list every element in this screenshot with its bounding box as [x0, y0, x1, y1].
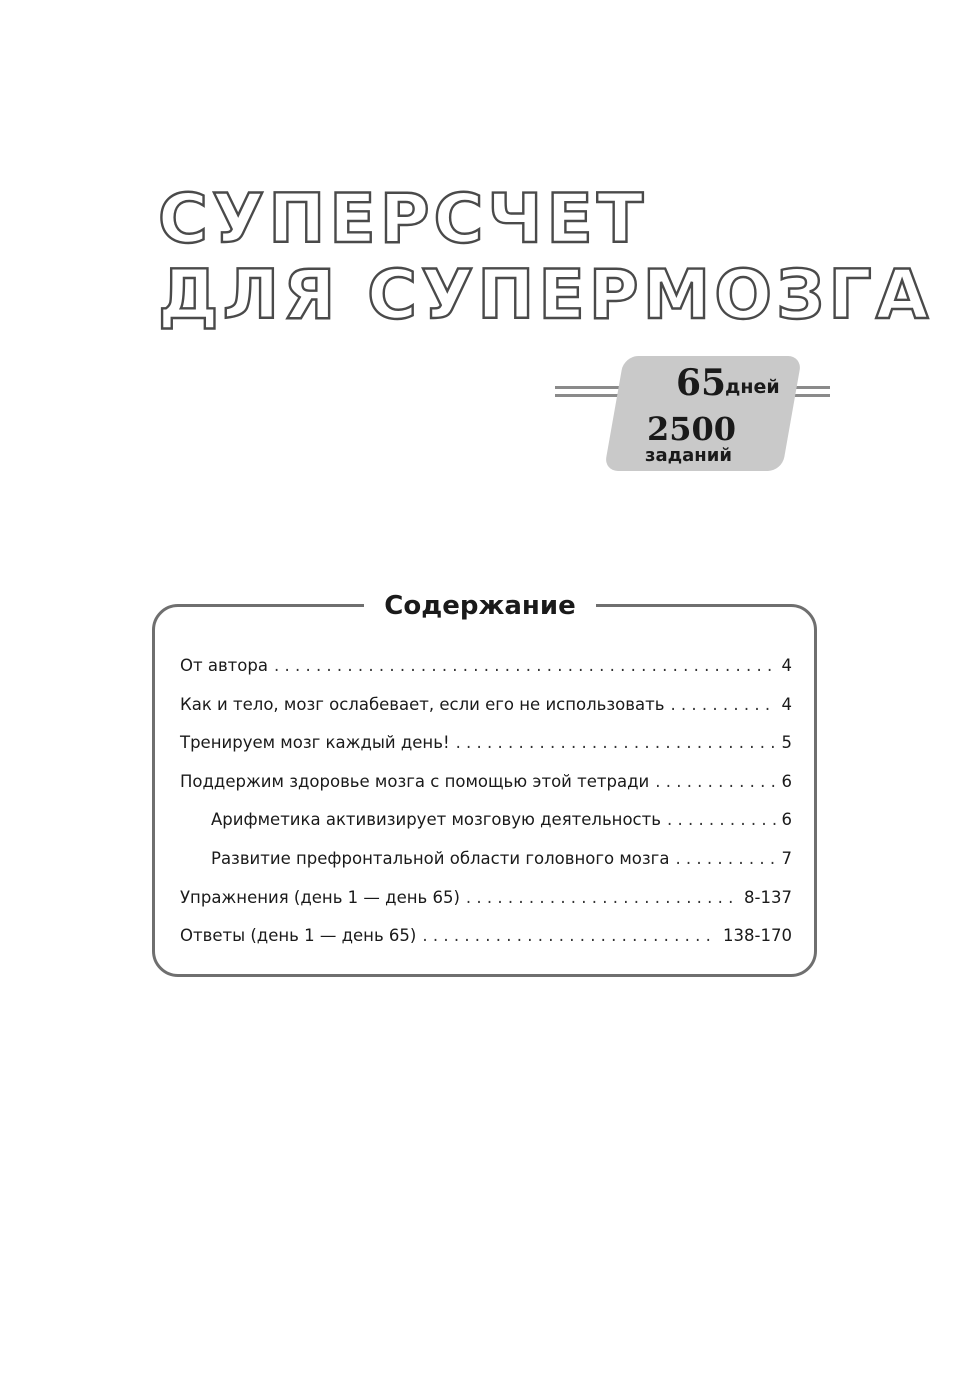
toc-entry-title: Поддержим здоровье мозга с помощью этой тетради [180, 771, 650, 791]
toc-leader-dots [274, 656, 776, 675]
toc-entry-page: 5 [781, 733, 792, 753]
toc-entry-title: Ответы (день 1 — день 65) [180, 926, 417, 946]
toc-entry-page: 6 [781, 771, 792, 791]
toc-entry-page: 138-170 [723, 926, 792, 946]
toc-entry[interactable] [180, 656, 792, 695]
toc-subentry[interactable] [180, 810, 792, 849]
table-of-contents-heading: Содержание [364, 586, 596, 626]
toc-entry-title: Упражнения (день 1 — день 65) [180, 887, 460, 907]
toc-leader-dots [456, 733, 776, 752]
toc-entry-page: 6 [781, 810, 792, 830]
toc-entry-page: 4 [781, 694, 792, 714]
toc-entry-page: 8-137 [744, 887, 792, 907]
toc-leader-dots [655, 772, 775, 791]
badge-days-unit: дней [725, 376, 780, 398]
toc-leader-dots [466, 888, 738, 907]
book-title-line-1: СУПЕРСЧЕТ [158, 180, 648, 259]
badge-days-number: 65 [676, 362, 727, 404]
book-title-line-2: ДЛЯ СУПЕРМОЗГА [158, 256, 933, 335]
toc-entry-page: 7 [781, 848, 792, 868]
toc-entry-title: Тренируем мозг каждый день! [180, 733, 450, 753]
toc-entry-page: 4 [781, 656, 792, 675]
toc-entry[interactable] [180, 733, 792, 772]
toc-leader-dots [667, 810, 776, 829]
table-of-contents [180, 656, 792, 965]
toc-entry-title: Арифметика активизирует мозговую деятельность [211, 810, 661, 830]
toc-leader-dots [670, 695, 775, 714]
toc-entry[interactable] [180, 888, 792, 927]
toc-leader-dots [422, 926, 717, 945]
toc-leader-dots [675, 849, 775, 868]
toc-entry[interactable] [180, 926, 792, 965]
toc-entry[interactable] [180, 695, 792, 734]
toc-entry[interactable] [180, 772, 792, 811]
toc-subentry[interactable] [180, 849, 792, 888]
toc-entry-title: От автора [180, 656, 268, 675]
toc-entry-title: Развитие префронтальной области головного мозга [211, 848, 670, 868]
toc-entry-title: Как и тело, мозг ослабевает, если его не использовать [180, 694, 665, 714]
badge-tasks-number: 2500 [647, 410, 737, 448]
badge-tasks-unit: заданий [645, 445, 732, 466]
